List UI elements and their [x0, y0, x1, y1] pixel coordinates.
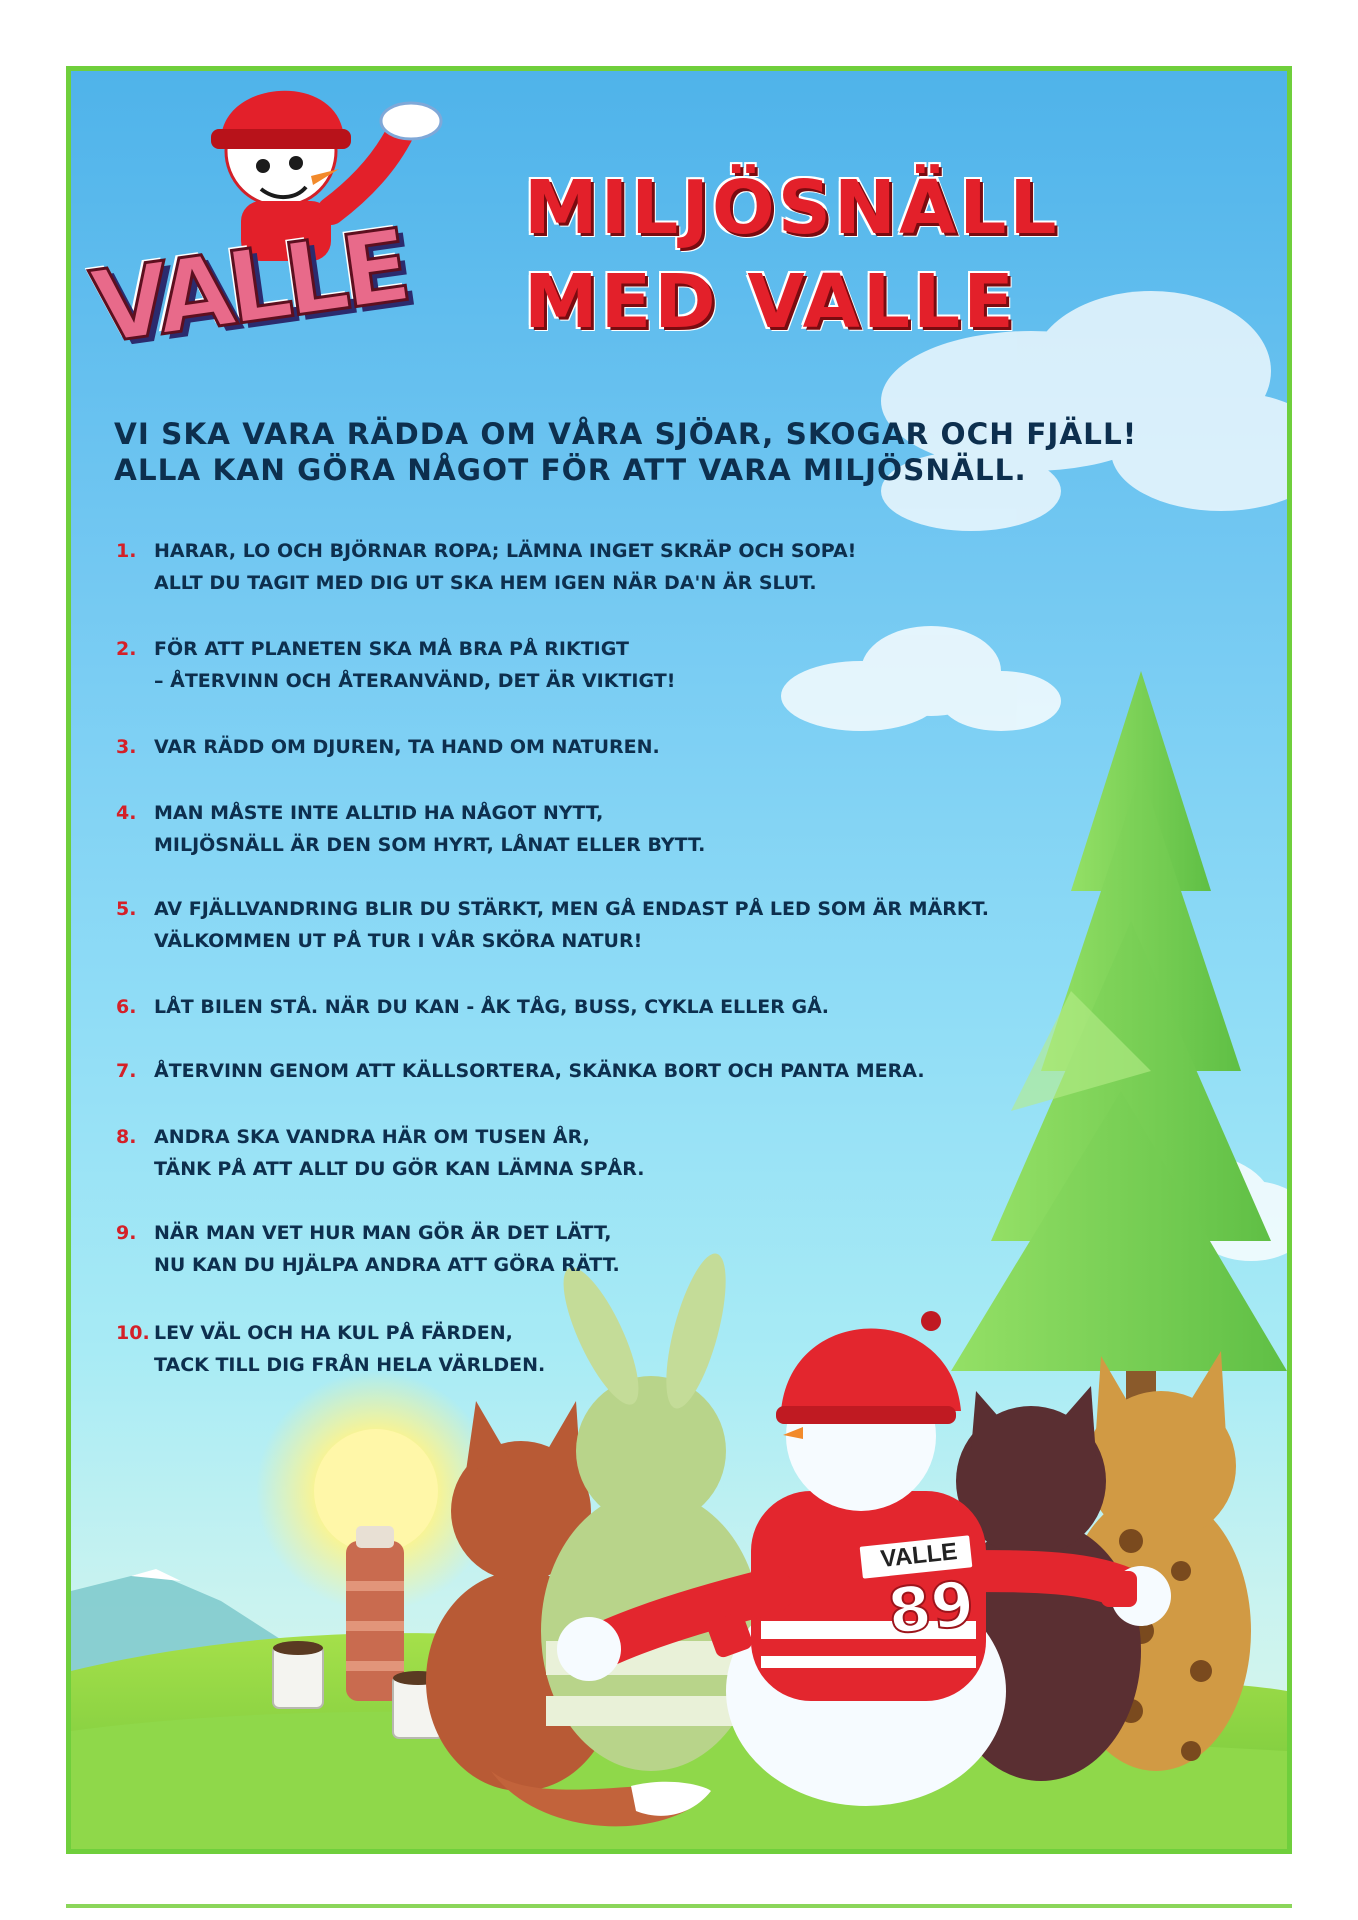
rule-number: 1. [116, 540, 137, 562]
rule-text [154, 1217, 620, 1281]
rule-line: ALLT DU TAGIT MED DIG UT SKA HEM IGEN NÄR DA'N ÄR SLUT. [154, 572, 817, 594]
rule-text [154, 1317, 545, 1381]
rule-line: HARAR, LO OCH BJÖRNAR ROPA; LÄMNA INGET SKRÄP OCH SOPA! [154, 540, 857, 562]
rule-text [154, 797, 705, 861]
title-line-1: MILJÖSNÄLL [524, 165, 1060, 251]
rule-line: TACK TILL DIG FRÅN HELA VÄRLDEN. [154, 1354, 546, 1376]
rule-line: ÅTERVINN GENOM ATT KÄLLSORTERA, SKÄNKA BORT OCH PANTA MERA. [154, 1060, 925, 1082]
rule-line: TÄNK PÅ ATT ALLT DU GÖR KAN LÄMNA SPÅR. [154, 1158, 645, 1180]
rule-text [154, 1121, 644, 1185]
rule-text [154, 731, 660, 763]
poster-frame [66, 66, 1292, 1854]
rule-line: LEV VÄL OCH HA KUL PÅ FÄRDEN, [154, 1322, 513, 1344]
rule-text [154, 633, 675, 697]
jersey-number: 89 [884, 1566, 978, 1649]
rule-line: LÅT BILEN STÅ. NÄR DU KAN - ÅK TÅG, BUSS, CYKLA ELLER GÅ. [154, 996, 830, 1018]
rule-number: 6. [116, 996, 137, 1018]
rule-line: VÄLKOMMEN UT PÅ TUR I VÅR SKÖRA NATUR! [154, 930, 643, 952]
rule-line: NU KAN DU HJÄLPA ANDRA ATT GÖRA RÄTT. [154, 1254, 620, 1276]
valle-logo [71, 71, 511, 395]
rule-number: 3. [116, 736, 137, 758]
rule-text [154, 535, 856, 599]
rule-line: AV FJÄLLVANDRING BLIR DU STÄRKT, MEN GÅ ENDAST PÅ LED SOM ÄR MÄRKT. [154, 898, 989, 920]
logo-wordmark: VALLE [84, 207, 412, 367]
rule-line: – ÅTERVINN OCH ÅTERANVÄND, DET ÄR VIKTIGT! [154, 670, 676, 692]
rule-number: 5. [116, 898, 137, 920]
rule-line: ANDRA SKA VANDRA HÄR OM TUSEN ÅR, [154, 1126, 590, 1148]
rule-line: MILJÖSNÄLL ÄR DEN SOM HYRT, LÅNAT ELLER BYTT. [154, 834, 706, 856]
page-title [524, 161, 1060, 349]
intro-line-2: ALLA KAN GÖRA NÅGOT FÖR ATT VARA MILJÖSNÄLL. [114, 453, 1027, 487]
thermos-icon [346, 1526, 404, 1701]
rule-line: FÖR ATT PLANETEN SKA MÅ BRA PÅ RIKTIGT [154, 638, 629, 660]
divider [66, 1904, 1292, 1908]
rule-text [154, 893, 989, 957]
rule-line: VAR RÄDD OM DJUREN, TA HAND OM NATUREN. [154, 736, 660, 758]
jersey-name: VALLE [879, 1538, 959, 1573]
title-line-2: MED VALLE [524, 259, 1017, 345]
intro-line-1: VI SKA VARA RÄDDA OM VÅRA SJÖAR, SKOGAR OCH FJÄLL! [114, 417, 1138, 451]
rule-number: 10. [116, 1322, 150, 1344]
rule-number: 2. [116, 638, 137, 660]
rule-text [154, 991, 829, 1023]
rule-text [154, 1055, 925, 1087]
pine-tree-icon [951, 671, 1287, 1501]
intro-text [114, 416, 1234, 488]
rule-number: 9. [116, 1222, 137, 1244]
cup-icon [273, 1641, 323, 1708]
rule-number: 4. [116, 802, 137, 824]
rule-number: 8. [116, 1126, 137, 1148]
rule-line: MAN MÅSTE INTE ALLTID HA NÅGOT NYTT, [154, 802, 604, 824]
rule-line: NÄR MAN VET HUR MAN GÖR ÄR DET LÄTT, [154, 1222, 612, 1244]
rule-number: 7. [116, 1060, 137, 1082]
cloud-icon [781, 626, 1061, 731]
